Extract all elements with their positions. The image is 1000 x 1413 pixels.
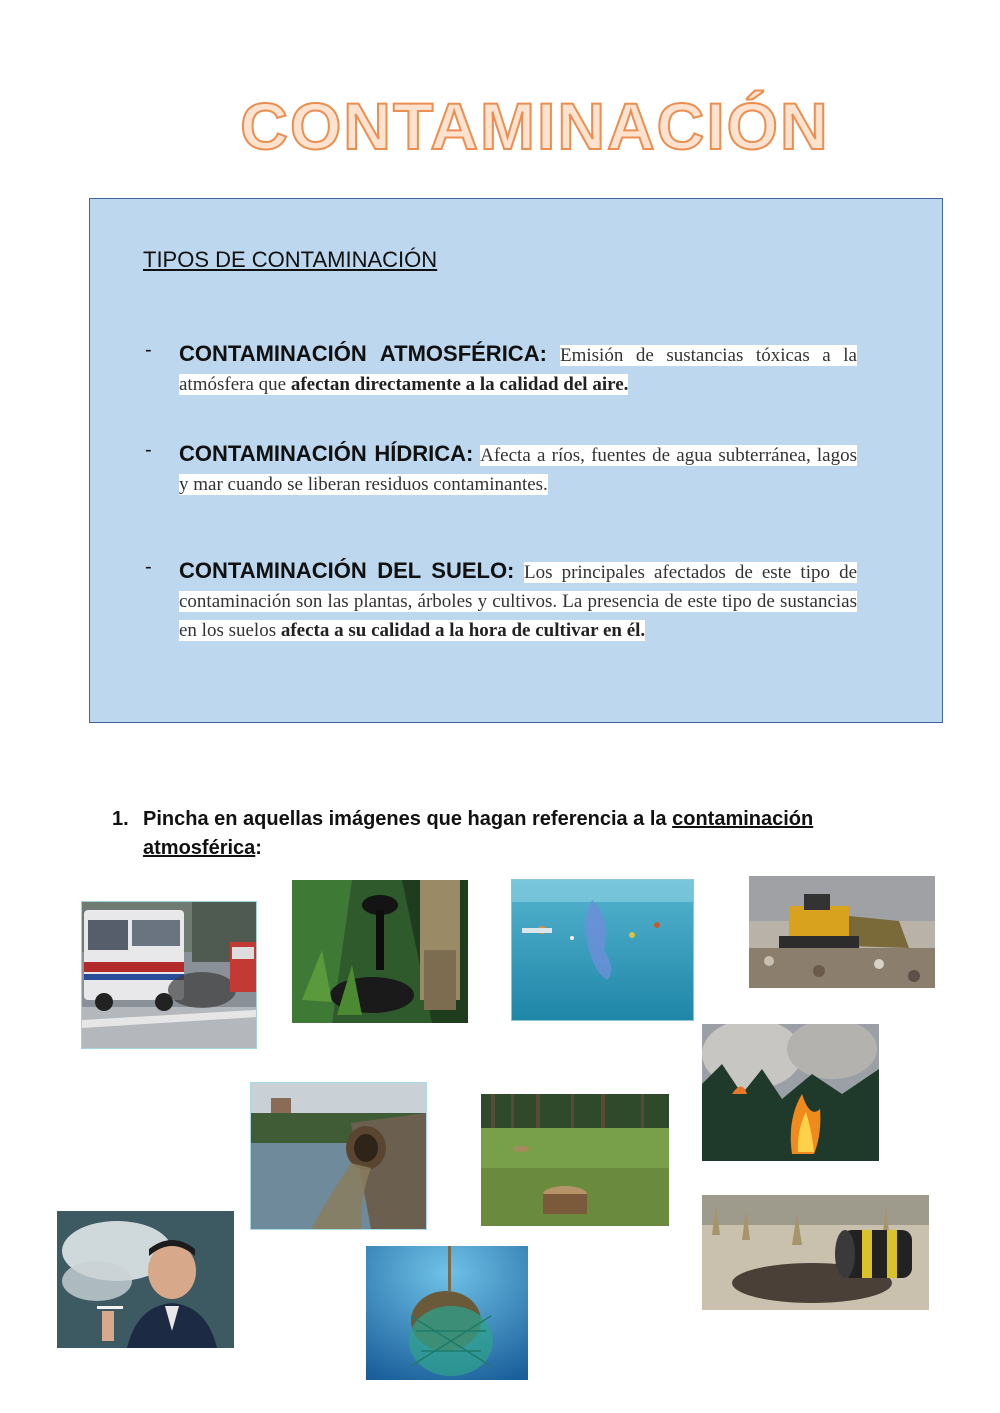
landfill-bulldozer-photo[interactable] <box>749 876 935 988</box>
bullet-dash: - <box>145 439 152 461</box>
type-description: Los principales afectados de este tipo de contaminación son las plantas, árboles y cultivos. La presencia de este tipo de sustancias en los suelos afecta a su calidad a la hora de cultivar en él. <box>179 562 858 641</box>
bus-exhaust-photo[interactable] <box>81 901 257 1049</box>
oil-barrel-ground-photo[interactable] <box>702 1195 929 1310</box>
question-number: 1. <box>112 808 129 830</box>
type-label: CONTAMINACIÓN HÍDRICA: <box>179 441 474 466</box>
type-description: Afecta a ríos, fuentes de agua subterránea, lagos y mar cuando se liberan residuos contaminantes. <box>179 445 858 495</box>
type-soil <box>145 556 857 645</box>
info-box-heading: TIPOS DE CONTAMINACIÓN <box>143 247 438 272</box>
question-1 <box>112 805 872 863</box>
type-atmospheric <box>145 339 857 399</box>
turtle-in-net-photo[interactable] <box>366 1246 528 1380</box>
oil-spill-hands-photo[interactable] <box>292 880 468 1023</box>
type-label: CONTAMINACIÓN ATMOSFÉRICA: <box>179 341 547 366</box>
type-description: Emisión de sustancias tóxicas a la atmósfera que afectan directamente a la calidad del aire. <box>179 345 857 395</box>
bullet-dash: - <box>145 556 152 578</box>
type-label: CONTAMINACIÓN DEL SUELO: <box>179 558 515 583</box>
forest-fire-photo[interactable] <box>702 1024 879 1161</box>
bullet-dash: - <box>145 339 152 361</box>
underwater-plastic-photo[interactable] <box>511 879 694 1021</box>
info-box <box>89 198 943 723</box>
type-water <box>145 439 857 499</box>
man-smoking-photo[interactable] <box>57 1211 234 1348</box>
sewage-pipe-river-photo[interactable] <box>250 1082 427 1230</box>
deforestation-stump-photo[interactable] <box>481 1094 669 1226</box>
page-title: CONTAMINACIÓN <box>240 89 830 163</box>
question-text: Pincha en aquellas imágenes que hagan referencia a la contaminación atmosférica: <box>143 808 814 859</box>
